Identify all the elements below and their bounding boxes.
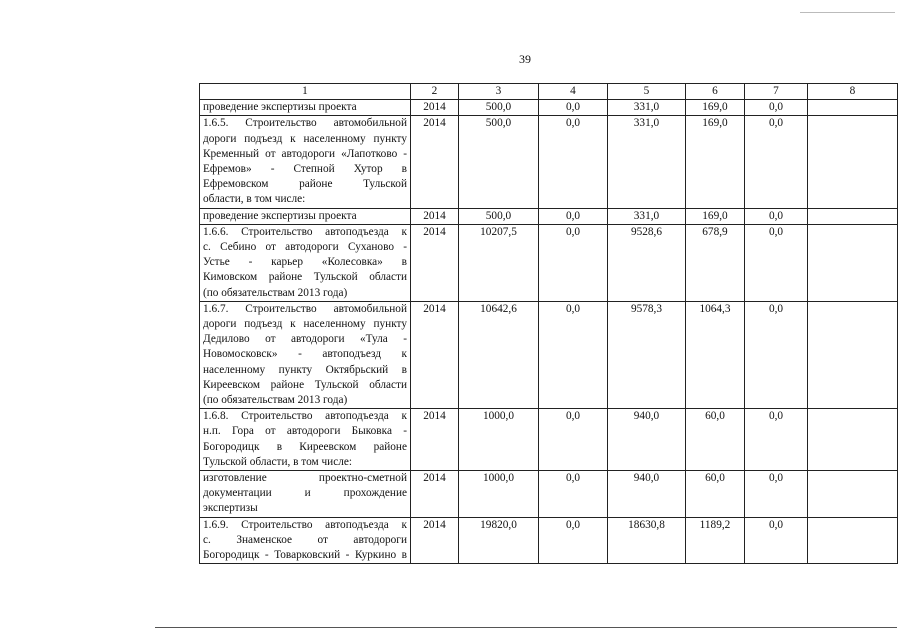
table-row	[200, 301, 898, 408]
description-line: Устье - карьер «Колесовка» в	[203, 256, 407, 269]
table-row	[200, 409, 898, 471]
cell-c4: 0,0	[539, 409, 608, 471]
cell-c7: 0,0	[745, 301, 808, 408]
page-number: 39	[519, 52, 531, 66]
description-line: (по обязательствам 2013 года)	[203, 286, 348, 299]
cell-c6: 1064,3	[686, 301, 745, 408]
cell-c6: 169,0	[686, 208, 745, 224]
description-line: с. Себино от автодороги Суханово -	[203, 241, 407, 254]
description-line: Кременный от автодороги «Лапотково -	[203, 147, 407, 160]
cell-c8	[808, 224, 898, 301]
cell-c5: 331,0	[608, 116, 686, 208]
cell-c3: 10207,5	[459, 224, 539, 301]
column-header: 2	[411, 84, 459, 100]
cell-c3: 500,0	[459, 208, 539, 224]
cell-c8	[808, 409, 898, 471]
cell-c6: 1189,2	[686, 517, 745, 564]
cell-c8	[808, 208, 898, 224]
column-header: 7	[745, 84, 808, 100]
cell-c7: 0,0	[745, 100, 808, 116]
row-description	[200, 116, 411, 208]
table-row	[200, 471, 898, 518]
description-line: экспертизы	[203, 502, 258, 515]
row-description	[200, 471, 411, 518]
cell-c6: 60,0	[686, 471, 745, 518]
cell-c8	[808, 116, 898, 208]
row-description	[200, 409, 411, 471]
cell-c6: 678,9	[686, 224, 745, 301]
description-line: дороги подъезд к населенному пункту	[203, 132, 407, 145]
cell-year: 2014	[411, 471, 459, 518]
description-line: 1.6.8. Строительство автоподъезда к	[203, 410, 407, 423]
description-line: проведение экспертизы проекта	[203, 101, 357, 114]
cell-year: 2014	[411, 100, 459, 116]
description-line: Дедилово от автодороги «Тула -	[203, 333, 407, 346]
cell-year: 2014	[411, 409, 459, 471]
description-line: дороги подъезд к населенному пункту	[203, 318, 407, 331]
cell-year: 2014	[411, 224, 459, 301]
description-line: 1.6.6. Строительство автоподъезда к	[203, 225, 407, 238]
cell-year: 2014	[411, 517, 459, 564]
description-line: изготовление проектно-сметной	[203, 472, 407, 485]
cell-c3: 1000,0	[459, 471, 539, 518]
cell-c3: 10642,6	[459, 301, 539, 408]
table-row	[200, 100, 898, 116]
description-line: Кимовском районе Тульской области	[203, 271, 407, 284]
description-line: области, в том числе:	[203, 193, 306, 206]
cell-year: 2014	[411, 208, 459, 224]
description-line: Богородицк - Товарковский - Куркино в	[203, 549, 407, 562]
column-header: 4	[539, 84, 608, 100]
description-line: Новомосковск» - автоподъезд к	[203, 348, 407, 361]
cell-c7: 0,0	[745, 116, 808, 208]
cell-c4: 0,0	[539, 517, 608, 564]
cell-c5: 331,0	[608, 100, 686, 116]
cell-c8	[808, 517, 898, 564]
description-line: н.п. Гора от автодороги Быковка -	[203, 425, 407, 438]
cell-c3: 500,0	[459, 100, 539, 116]
column-header: 3	[459, 84, 539, 100]
column-header: 5	[608, 84, 686, 100]
cell-c5: 331,0	[608, 208, 686, 224]
description-line: 1.6.9. Строительство автоподъезда к	[203, 518, 407, 531]
cell-year: 2014	[411, 301, 459, 408]
cell-c5: 9528,6	[608, 224, 686, 301]
cell-c4: 0,0	[539, 208, 608, 224]
description-line: документации и прохождение	[203, 487, 407, 500]
row-description	[200, 301, 411, 408]
description-line: 1.6.7. Строительство автомобильной	[203, 302, 407, 315]
cell-c5: 940,0	[608, 471, 686, 518]
row-description	[200, 224, 411, 301]
table-row	[200, 224, 898, 301]
column-header: 6	[686, 84, 745, 100]
description-line: Богородицк в Киреевском районе	[203, 440, 407, 453]
table-row	[200, 517, 898, 564]
cell-c8	[808, 471, 898, 518]
cell-c6: 60,0	[686, 409, 745, 471]
row-description	[200, 208, 411, 224]
cell-c3: 500,0	[459, 116, 539, 208]
table-header-row	[200, 84, 898, 100]
bottom-rule	[155, 627, 897, 628]
cell-c7: 0,0	[745, 517, 808, 564]
column-header: 1	[200, 84, 411, 100]
description-line: (по обязательствам 2013 года)	[203, 394, 348, 407]
description-line: 1.6.5. Строительство автомобильной	[203, 117, 407, 130]
cell-c8	[808, 100, 898, 116]
cell-c6: 169,0	[686, 116, 745, 208]
description-line: проведение экспертизы проекта	[203, 209, 357, 222]
description-line: с. Знаменское от автодороги	[203, 533, 407, 546]
budget-table	[199, 83, 898, 564]
cell-c3: 1000,0	[459, 409, 539, 471]
table-row	[200, 208, 898, 224]
cell-c4: 0,0	[539, 100, 608, 116]
row-description	[200, 517, 411, 564]
cell-c7: 0,0	[745, 409, 808, 471]
top-rule	[800, 12, 895, 13]
description-line: Ефремовском районе Тульской	[203, 178, 407, 191]
row-description	[200, 100, 411, 116]
cell-c5: 940,0	[608, 409, 686, 471]
description-line: Ефремов» - Степной Хутор в	[203, 163, 407, 176]
cell-c5: 18630,8	[608, 517, 686, 564]
cell-c4: 0,0	[539, 471, 608, 518]
cell-c5: 9578,3	[608, 301, 686, 408]
cell-c4: 0,0	[539, 301, 608, 408]
cell-c6: 169,0	[686, 100, 745, 116]
table-row	[200, 116, 898, 208]
cell-year: 2014	[411, 116, 459, 208]
cell-c7: 0,0	[745, 208, 808, 224]
cell-c4: 0,0	[539, 116, 608, 208]
description-line: Киреевском районе Тульской области	[203, 378, 407, 391]
column-header: 8	[808, 84, 898, 100]
cell-c4: 0,0	[539, 224, 608, 301]
cell-c7: 0,0	[745, 471, 808, 518]
cell-c3: 19820,0	[459, 517, 539, 564]
description-line: населенному пункту Октябрьский в	[203, 363, 407, 376]
cell-c8	[808, 301, 898, 408]
description-line: Тульской области, в том числе:	[203, 455, 353, 468]
cell-c7: 0,0	[745, 224, 808, 301]
